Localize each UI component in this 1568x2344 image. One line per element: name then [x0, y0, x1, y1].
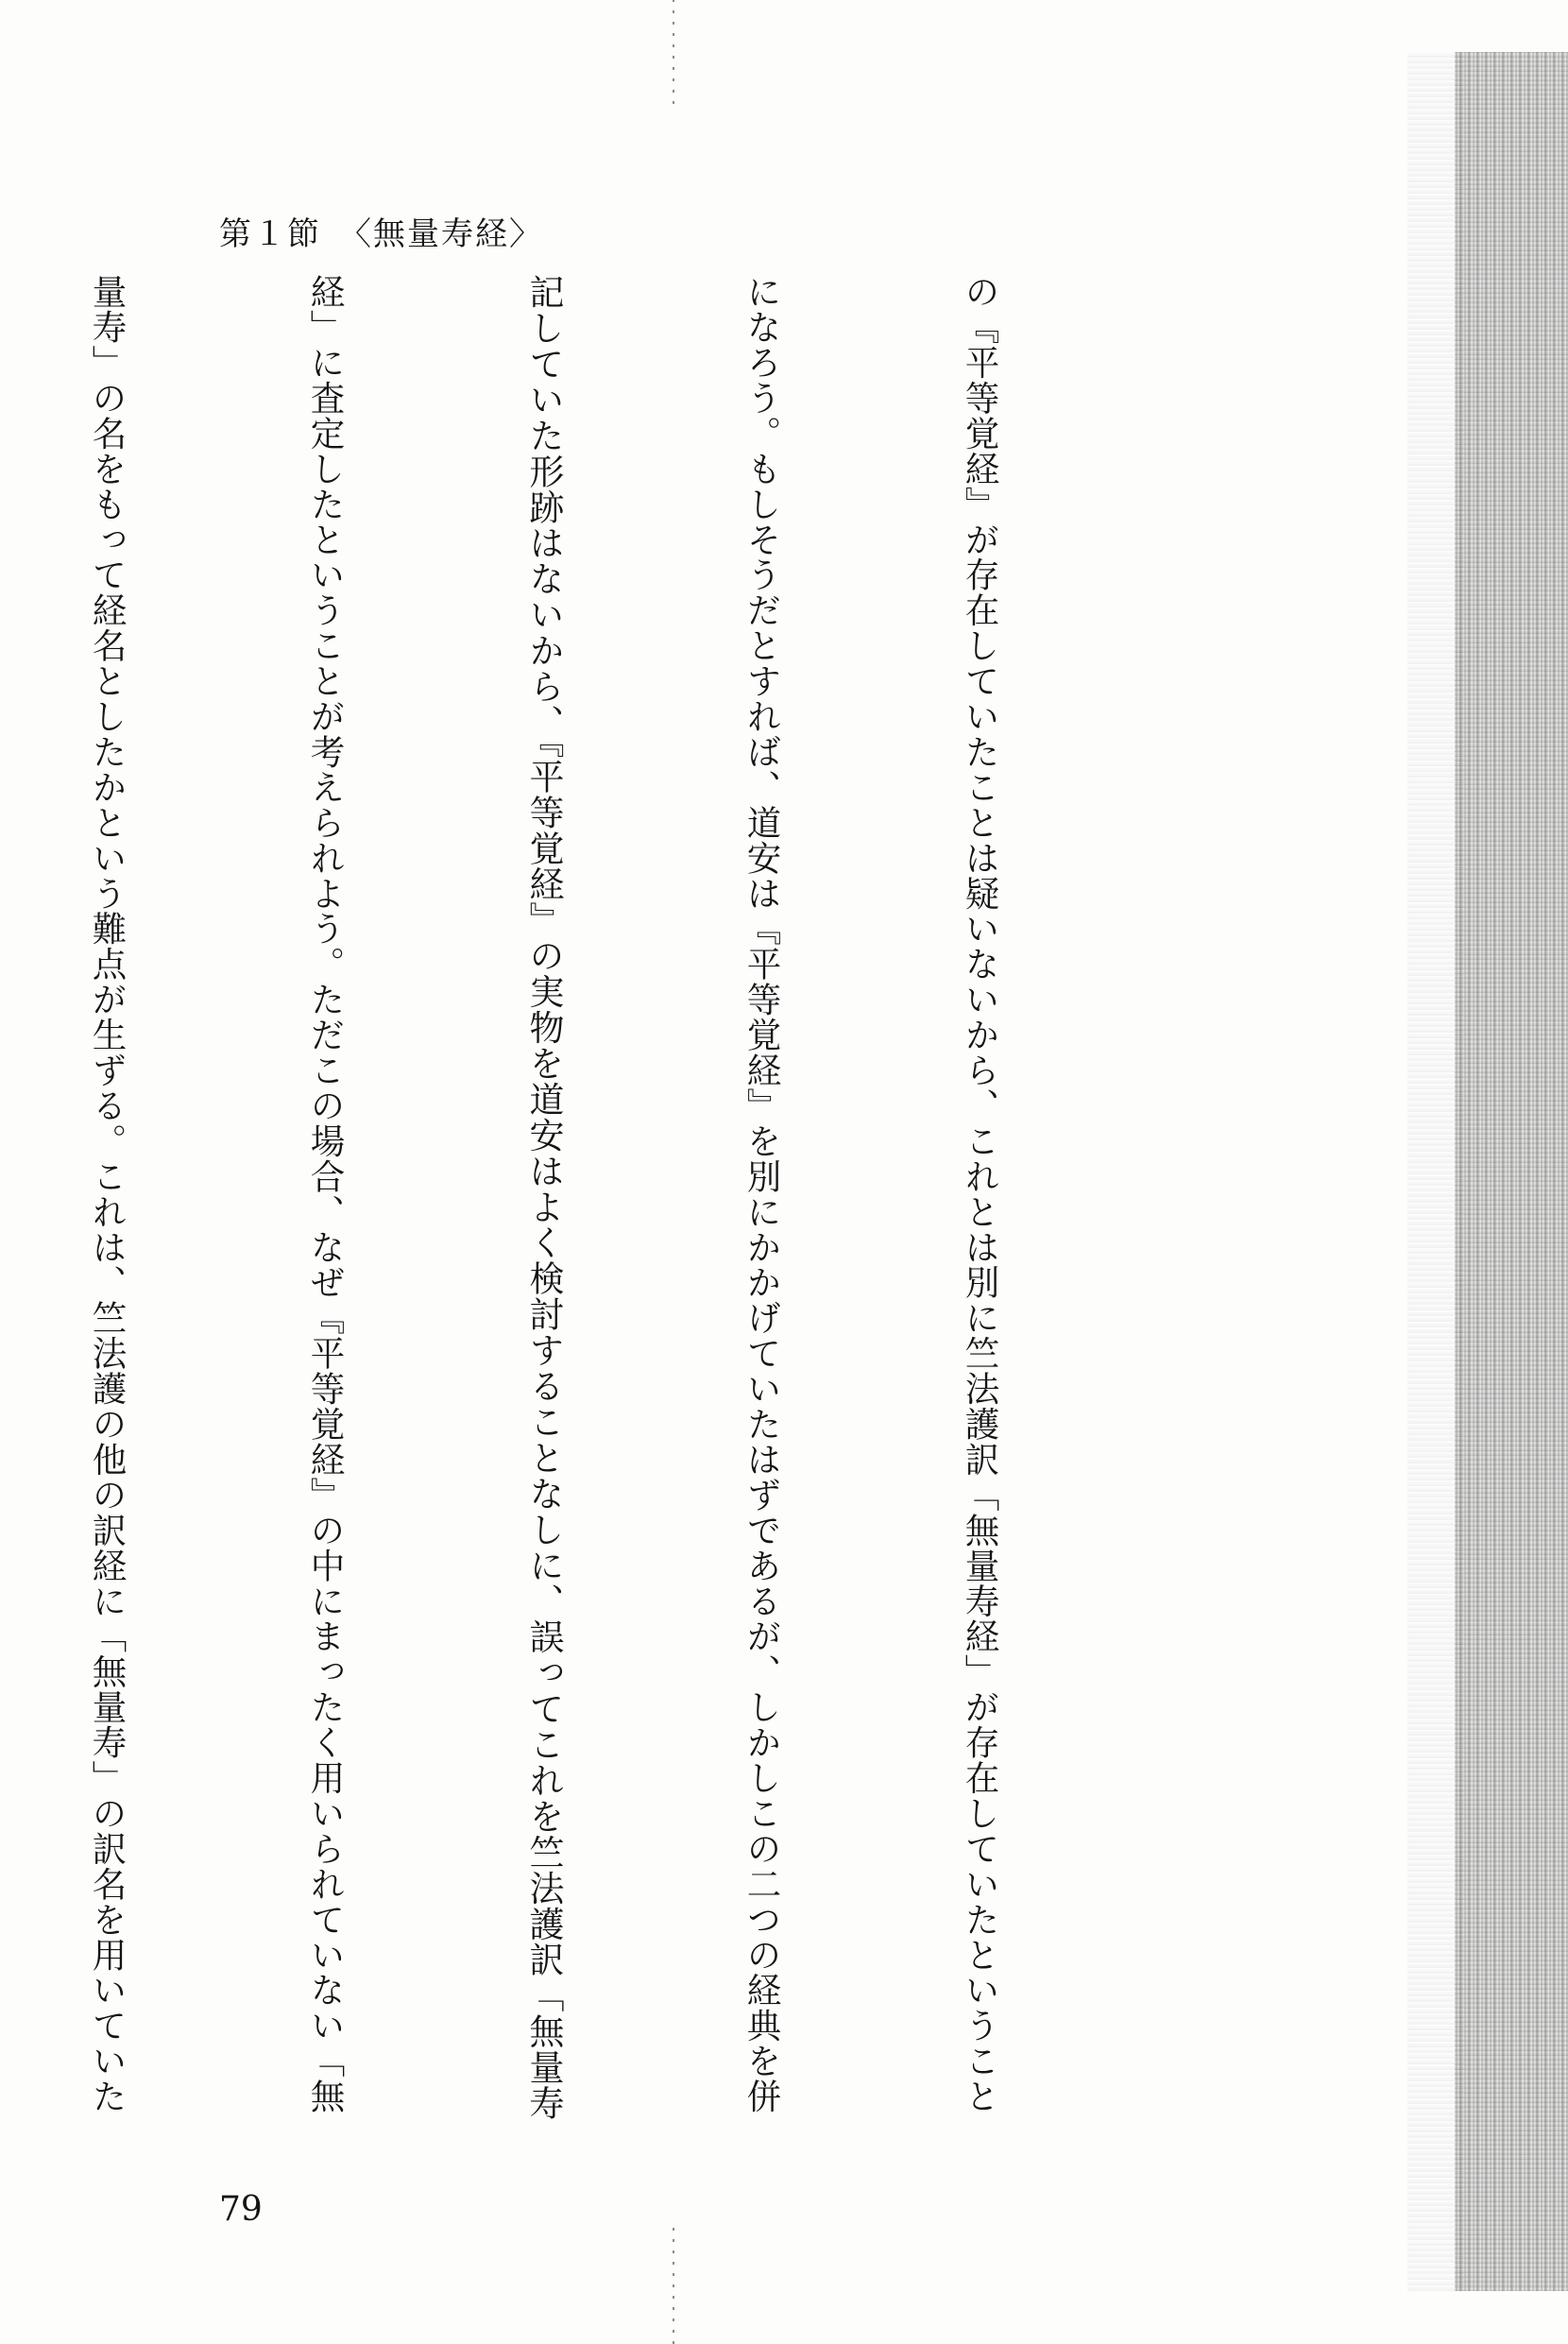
scan-binding-edge — [1455, 52, 1568, 2291]
page-number: 79 — [219, 2190, 263, 2229]
fold-mark-top — [673, 0, 674, 104]
running-head: 第１節 〈無量寿経〉 — [219, 215, 543, 253]
body-text — [0, 274, 1162, 2126]
text-line: の『平等覚経』が存在していたことは疑いないから、これとは別に竺法護訳「無量寿経」が存在していたということ — [960, 274, 1000, 2114]
text-line: 量寿」の名をもって経名としたかという難点が生ずる。これは、竺法護の他の訳経に「無量寿」の訳名を用いていた — [87, 274, 128, 2114]
text-line: 記していた形跡はないから、『平等覚経』の実物を道安はよく検討することなしに、誤ってこれを竺法護訳「無量寿 — [523, 274, 564, 2121]
text-line: になろう。もしそうだとすれば、道安は『平等覚経』を別にかかげていたはずであるが、しかしこの二つの経典を併 — [741, 274, 782, 2114]
scan-edge-shadow — [1407, 52, 1464, 2291]
text-line: 経」に査定したということが考えられよう。ただこの場合、なぜ『平等覚経』の中にまったく用いられていない「無 — [305, 274, 346, 2114]
fold-mark-bottom — [673, 2220, 674, 2344]
